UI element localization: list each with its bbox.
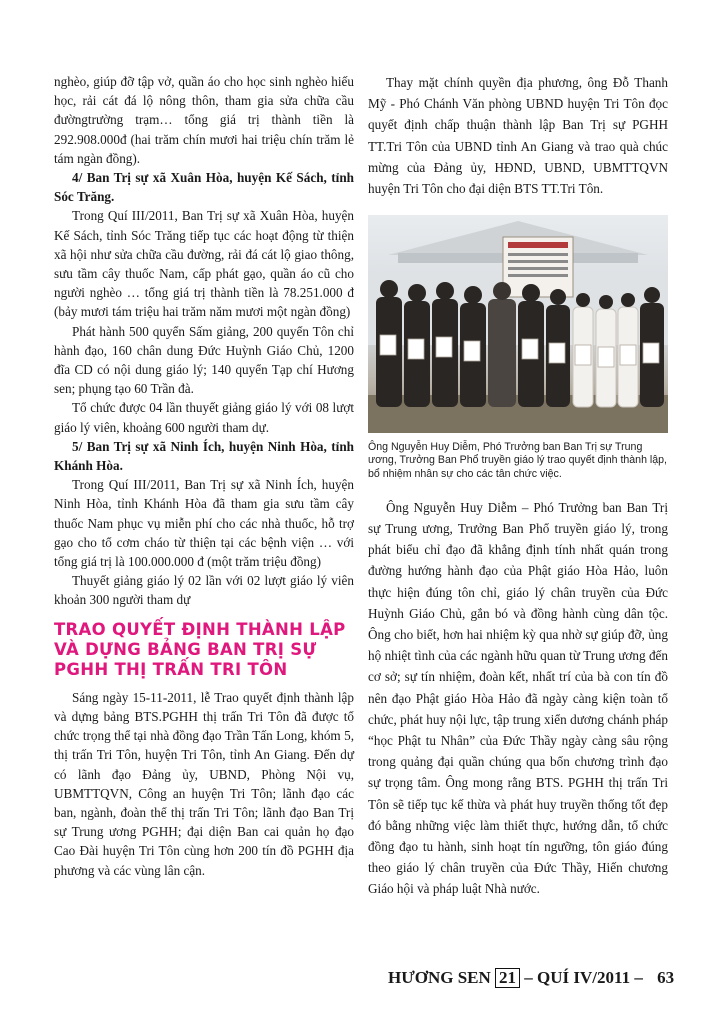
paragraph: Trong Quí III/2011, Ban Trị sự xã Ninh Ích, huyện Ninh Hòa, tỉnh Khánh Hòa đã tham gia sưu tầm cây thuốc Nam phục vụ miễn phí cho các nhà thuốc, hỗ trợ gạo cho tổ cơm cháo từ thiện tại các bệnh viện … với tổng giá trị là 100.000.000 đ (một trăm triệu đồng): [54, 477, 354, 570]
paragraph: Tổ chức được 04 lần thuyết giảng giáo lý với 08 lượt giáo lý viên, khoảng 600 người tham dự.: [54, 400, 354, 435]
paragraph: Trong Quí III/2011, Ban Trị sự xã Xuân Hòa, huyện Kế Sách, tỉnh Sóc Trăng tiếp tục các hoạt động từ thiện xã hội như sửa chữa cầu đường, rải đá cát lộ giao thông, sưu tầm cây thuốc Nam, cấp phát gạo, quần áo cũ cho người nghèo … tổng giá trị thành tiền là 78.251.000 đ (bảy mươi tám triệu hai trăm năm mươi một ngàn đồng): [54, 208, 354, 320]
paragraph: Phát hành 500 quyển Sấm giảng, 200 quyển Tôn chỉ hành đạo, 160 chân dung Đức Huỳnh Giáo Chủ, 1200 đĩa CD có nội dung giáo lý; 140 quyển Tạp chí Hương sen; phụng tạo 60 Trần đà.: [54, 323, 354, 397]
paragraph: Sáng ngày 15-11-2011, lễ Trao quyết định thành lập và dựng bảng BTS.PGHH thị trấn Tri Tôn đã được tổ chức trọng thể tại nhà đồng đạo Trần Tấn Long, khóm 5, thị trấn Tri Tôn, huyện Tri Tôn, tỉnh An Giang. Đến dự có lãnh đạo Đảng ủy, UBND, Phòng Nội vụ, UBMTTQVN, Công an huyện Tri Tôn; lãnh đạo các ban, ngành, đoàn thể thị trấn Tri Tôn; lãnh đạo Ban Trị sự Trung ương PGHH; đại diện Ban cai quản họ đạo Cao Đài huyện Tri Tôn cùng hơn 200 tín đồ PGHH địa phương và các vùng lân cận.: [54, 689, 354, 878]
ceremony-photo-illustration: [368, 215, 668, 433]
paragraph: Thay mặt chính quyền địa phương, ông Đỗ Thanh Mỹ - Phó Chánh Văn phòng UBND huyện Tri Tôn đọc quyết định chấp thuận thành lập Ban Trị sự PGHH TT.Tri Tôn của UBND tỉnh An Giang và trao quà chúc mừng của Đảng ủy, HĐND, UBND, UBMTTQVN huyện Tri Tôn cho đại diện BTS TT.Tri Tôn.: [368, 75, 668, 197]
section-heading: TRAO QUYẾT ĐỊNH THÀNH LẬP VÀ DỰNG BẢNG BAN TRỊ SỰ PGHH THỊ TRẤN TRI TÔN: [54, 619, 346, 679]
page-number: 63: [657, 968, 675, 987]
page-footer: [388, 968, 678, 988]
magazine-name: HƯƠNG SEN: [388, 968, 491, 987]
photo-caption: Ông Nguyễn Huy Diễm, Phó Trưởng ban Ban Trị sự Trung ương, Trưởng Ban Phổ truyền giáo lý trao quyết định thành lập, bổ nhiệm nhân sự cho các tân chức việc.: [368, 441, 667, 480]
paragraph: nghèo, giúp đỡ tập vở, quần áo cho học sinh nghèo hiếu học, rải cát đá lộ nông thôn, tham gia sửa chữa cầu đườngtrường trạm… tổng giá trị thành tiền là 292.908.000đ (hai trăm chín mươi hai triệu chín trăm lẻ tám ngàn đồng).: [54, 74, 354, 166]
ceremony-photo: [368, 215, 668, 433]
subsection-heading: 5/ Ban Trị sự xã Ninh Ích, huyện Ninh Hòa, tỉnh Khánh Hòa.: [54, 438, 354, 474]
issue-number: 21: [495, 968, 520, 988]
subsection-heading: 4/ Ban Trị sự xã Xuân Hòa, huyện Kế Sách, tỉnh Sóc Trăng.: [54, 170, 354, 205]
left-column: [54, 72, 354, 880]
paragraph: Ông Nguyễn Huy Diễm – Phó Trưởng ban Ban Trị sự Trung ương, Trưởng Ban Phổ truyền giáo lý, trong phát biểu chỉ đạo đã khẳng định tính nhất quán trong đường hướng hành đạo của Phật giáo Hòa Hảo, luôn thực hiện đúng tôn chỉ, giáo lý chân truyền của Đức Huỳnh Giáo Chủ, gắn bó và đồng hành cùng dân tộc. Ông cho biết, hơn hai nhiệm kỳ qua nhờ sự giúp đỡ, ủng hộ nhiệt tình của các ngành hữu quan từ Trung ương đến cơ sở; sự tín nhiệm, đoàn kết, nhất trí của bà con tín đồ nên đạo Phật giáo Hòa Hảo đã ngày càng kiện toàn tổ chức, phát huy nội lực, tập trung xiển dương chánh pháp “học Phật tu Nhân” của Đức Thầy ngày càng sâu rộng trong quảng đại quần chúng qua bốn chương trình đạo sự trọng tâm. Ông mong rằng BTS. PGHH thị trấn Tri Tôn sẽ tiếp tục kế thừa và phát huy truyền thống tốt đẹp đó bằng những việc làm thiết thực, hướng dẫn, tổ chức đồng đạo tu hành, sinh hoạt tín ngưỡng, tôn giáo đúng theo giáo lý chân truyền của Đức Thầy, Hiến chương Giáo hội và pháp luật Nhà nước.: [368, 499, 668, 897]
quarter-label: – QUÍ IV/2011 –: [524, 968, 643, 987]
paragraph: Thuyết giảng giáo lý 02 lần với 02 lượt giáo lý viên khoản 300 người tham dự: [54, 573, 354, 608]
right-column: [368, 72, 668, 900]
